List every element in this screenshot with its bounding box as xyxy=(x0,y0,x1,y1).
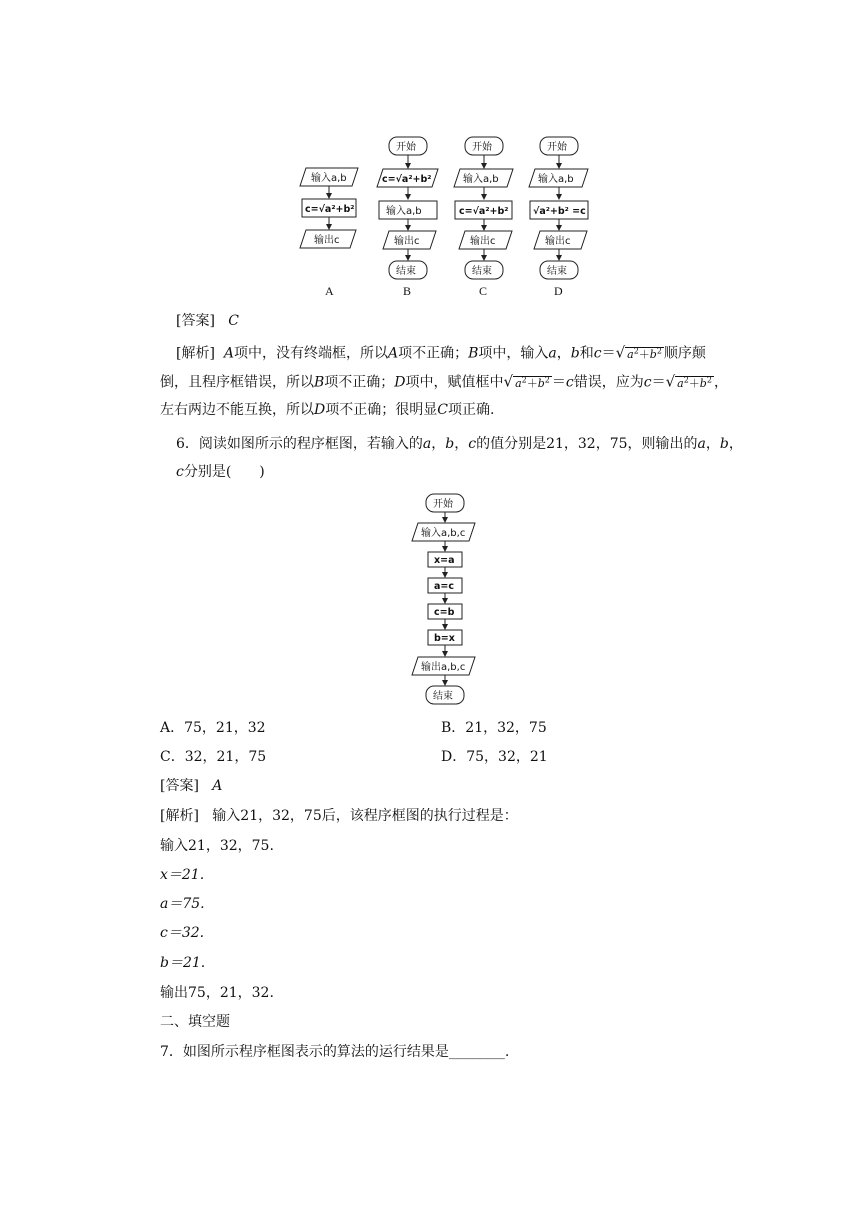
input-label: 输入a,b xyxy=(386,206,422,217)
caption-a: A xyxy=(325,284,334,298)
q6-flowchart xyxy=(0,488,860,708)
step2-label: a=c xyxy=(434,581,455,592)
caption-d: D xyxy=(554,284,563,298)
assign-formula: √a²+b² =c xyxy=(533,206,586,217)
q6-answer xyxy=(160,776,222,796)
answer-tag: [答案] xyxy=(160,778,199,794)
output-label: 输出c xyxy=(314,235,340,246)
assign-formula: c=√a²+b² xyxy=(305,204,355,215)
option-d: D．75，32，21 xyxy=(441,749,548,765)
flowchart-a xyxy=(300,168,358,298)
q6-step: 输入21，32，75. xyxy=(160,838,274,854)
step3-label: c=b xyxy=(434,607,455,618)
output-label: 输出c xyxy=(394,236,420,247)
step4-label: b=x xyxy=(434,633,455,644)
end-label: 结束 xyxy=(396,266,416,277)
end-label: 结束 xyxy=(433,691,453,702)
output-label: 输出c xyxy=(470,236,496,247)
q5-analysis-line3: 左右两边不能互换，所以D项不正确；很明显C项正确. xyxy=(160,402,495,418)
input-label: 输入a,b xyxy=(538,174,574,185)
flowchart-b xyxy=(377,137,438,298)
section-heading: 二、填空题 xyxy=(160,1014,230,1030)
q6-step: b＝21. xyxy=(160,955,206,971)
option-a: A．75，21，32 xyxy=(160,720,266,736)
q5-answer xyxy=(176,311,239,331)
input-label: 输入a,b,c xyxy=(421,528,466,539)
option-c: C．32，21，75 xyxy=(160,749,267,765)
option-b: B．21，32，75 xyxy=(441,720,547,736)
output-label: 输出a,b,c xyxy=(421,662,466,673)
caption-c: C xyxy=(479,284,488,298)
q5-analysis-line1: [解析] A项中，没有终端框，所以A项不正确；B项中，输入a，b和c＝√ $a^2+b^2$ 顺序颠 xyxy=(176,343,706,362)
q7-stem: 7．如图所示程序框图表示的算法的运行结果是________. xyxy=(160,1044,510,1060)
assign-formula: c=√a²+b² xyxy=(459,206,509,217)
output-label: 输出c xyxy=(545,236,571,247)
answer-value: A xyxy=(212,778,223,794)
q5-flowcharts xyxy=(0,0,860,310)
q6-step: 输出75，21，32. xyxy=(160,985,274,1001)
q6-step: c＝32. xyxy=(160,925,205,941)
q5-analysis-line2: 倒，且程序框错误，所以B项不正确；D项中，赋值框中√ $a^2+b^2 =c$错误，应为c＝√ $a^2+b^2$ ， xyxy=(160,372,728,391)
start-label: 开始 xyxy=(396,142,416,153)
q6-stem-line1: 6．阅读如图所示的程序框图，若输入的a，b，c的值分别是21，32，75，则输出的a，b， xyxy=(176,436,743,452)
flowchart-d xyxy=(529,137,588,298)
end-label: 结束 xyxy=(472,266,492,277)
input-label: 输入a,b xyxy=(463,174,499,185)
start-label: 开始 xyxy=(472,142,492,153)
step1-label: x=a xyxy=(434,555,455,566)
q6-step: x＝21. xyxy=(160,867,205,883)
start-label: 开始 xyxy=(547,142,567,153)
start-label: 开始 xyxy=(433,499,453,510)
q6-analysis: [解析] 输入21，32，75后，该程序框图的执行过程是： xyxy=(160,808,518,824)
assign-formula: c=√a²+b² xyxy=(382,174,432,185)
caption-b: B xyxy=(403,284,412,298)
answer-tag: [答案] xyxy=(176,313,215,329)
q6-stem-line2: c分别是( ) xyxy=(176,464,265,480)
flowchart-c xyxy=(454,137,513,298)
end-label: 结束 xyxy=(547,266,567,277)
input-label: 输入a,b xyxy=(311,173,347,184)
answer-value: C xyxy=(228,313,240,329)
q6-step: a＝75. xyxy=(160,896,205,912)
